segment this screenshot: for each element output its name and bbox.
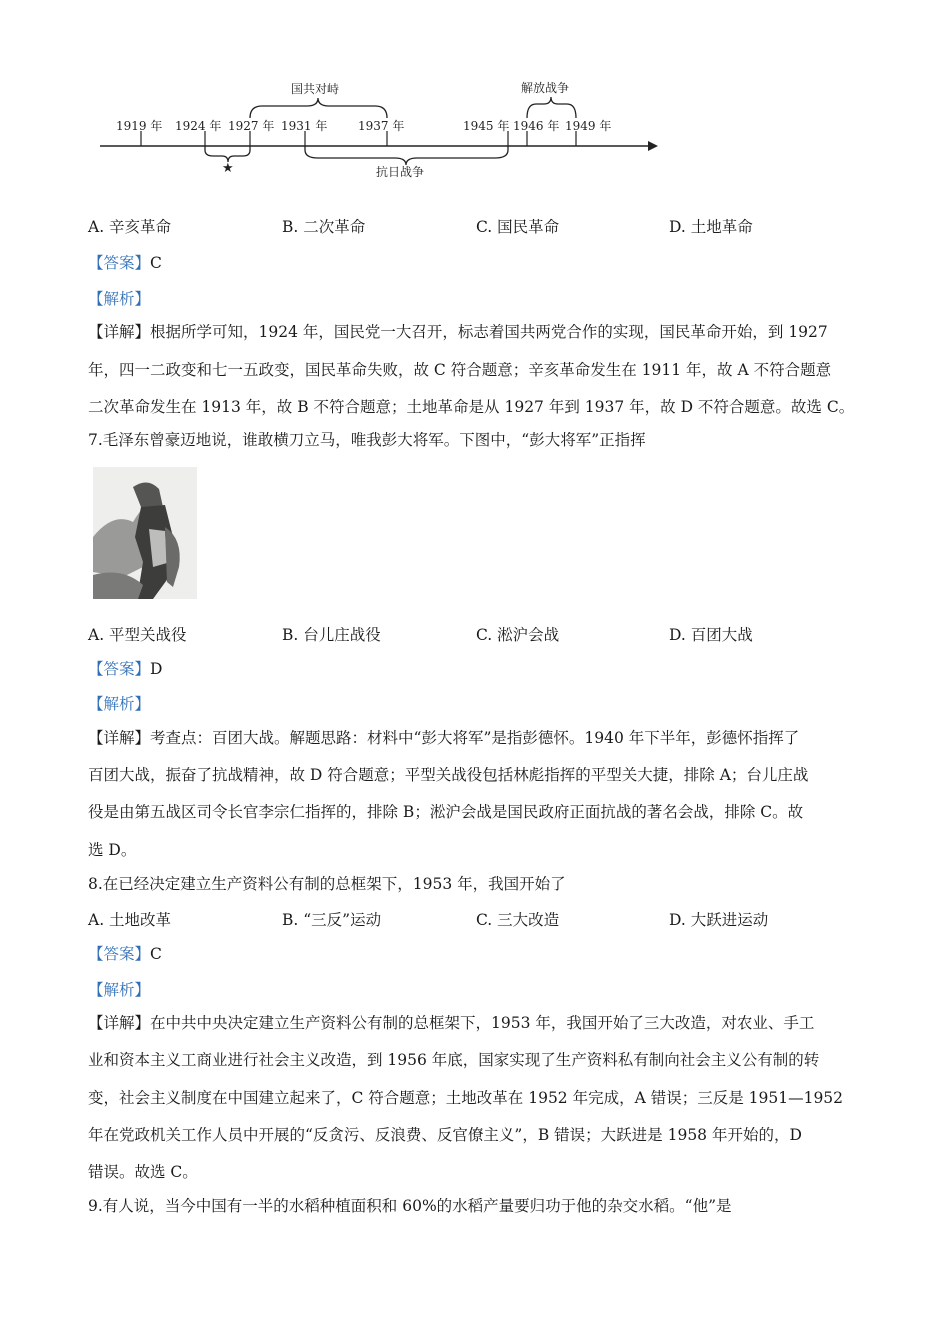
q8-option-a: A. 土地改革 xyxy=(88,911,172,929)
q7-option-b: B. 台儿庄战役 xyxy=(282,626,381,644)
q8-option-b: B. “三反”运动 xyxy=(282,911,382,929)
q7-detail-line-2: 百团大战，振奋了抗战精神，故 D 符合题意；平型关战役包括林彪指挥的平型关大捷，排除 A；台儿庄战 xyxy=(88,766,809,784)
timeline-year-1927: 1927 年 xyxy=(228,119,275,133)
q7-detail-line-1 xyxy=(88,728,799,748)
q7-stem: 7.毛泽东曾豪迈地说，谁敢横刀立马，唯我彭大将军。下图中，“彭大将军”正指挥 xyxy=(88,431,646,449)
timeline-year-1946: 1946 年 xyxy=(513,119,560,133)
q6-detail-line-1 xyxy=(88,322,828,342)
timeline-label-kmt-cpc-confrontation: 国共对峙 xyxy=(291,82,340,96)
detail-tag: 【详解】 xyxy=(88,729,151,747)
q8-option-c: C. 三大改造 xyxy=(476,911,560,929)
q7-analysis-tag: 【解析】 xyxy=(88,695,151,713)
q6-option-b: B. 二次革命 xyxy=(282,218,366,236)
q7-answer xyxy=(88,659,162,679)
q7-option-a: A. 平型关战役 xyxy=(88,626,187,644)
timeline-year-1937: 1937 年 xyxy=(358,119,405,133)
timeline-year-1919: 1919 年 xyxy=(116,119,163,133)
q6-answer xyxy=(88,253,162,273)
answer-value: C xyxy=(150,945,162,963)
photo-image xyxy=(93,467,197,599)
q6-option-a: A. 辛亥革命 xyxy=(88,218,172,236)
answer-tag: 【答案】 xyxy=(88,660,151,678)
answer-tag: 【答案】 xyxy=(88,945,151,963)
q8-option-d: D. 大跃进运动 xyxy=(669,911,769,929)
timeline-year-1924: 1924 年 xyxy=(175,119,222,133)
timeline-year-1931: 1931 年 xyxy=(281,119,328,133)
q8-detail-line-5: 错误。故选 C。 xyxy=(88,1163,198,1181)
answer-value: C xyxy=(150,254,162,272)
q7-detail-line-3: 役是由第五战区司令长官李宗仁指挥的，排除 B；淞沪会战是国民政府正面抗战的著名会战，排除 C。故 xyxy=(88,803,804,821)
q6-detail-line-3: 二次革命发生在 1913 年，故 B 不符合题意；土地革命是从 1927 年到 1937 年，故 D 不符合题意。故选 C。 xyxy=(88,398,855,416)
answer-tag: 【答案】 xyxy=(88,254,151,272)
q8-detail-line-3: 变，社会主义制度在中国建立起来了，C 符合题意；土地改革在 1952 年完成，A 错误；三反是 1951—1952 xyxy=(88,1089,844,1107)
q6-option-c: C. 国民革命 xyxy=(476,218,560,236)
timeline-label-liberation-war: 解放战争 xyxy=(521,81,570,95)
q6-detail-line-2: 年，四一二政变和七一五政变，国民革命失败，故 C 符合题意；辛亥革命发生在 1911 年，故 A 不符合题意 xyxy=(88,361,832,379)
q7-option-d: D. 百团大战 xyxy=(669,626,753,644)
timeline-year-1945: 1945 年 xyxy=(463,119,510,133)
star-icon: ★ xyxy=(222,161,234,176)
detail-tag: 【详解】 xyxy=(88,323,151,341)
q8-detail-line-2: 业和资本主义工商业进行社会主义改造，到 1956 年底，国家实现了生产资料私有制向社会主义公有制的转 xyxy=(88,1051,820,1069)
q7-detail-line-4: 选 D。 xyxy=(88,841,137,859)
timeline-lines xyxy=(0,0,950,200)
q8-detail-line-4: 年在党政机关工作人员中开展的“反贪污、反浪费、反官僚主义”，B 错误；大跃进是 1958 年开始的，D xyxy=(88,1126,802,1144)
q6-analysis-tag: 【解析】 xyxy=(88,290,151,308)
detail-text: 在中共中央决定建立生产资料公有制的总框架下，1953 年，我国开始了三大改造，对农业、手工 xyxy=(150,1014,815,1032)
timeline-diagram xyxy=(0,0,950,200)
detail-text: 考查点：百团大战。解题思路：材料中“彭大将军”是指彭德怀。1940 年下半年，彭德怀指挥了 xyxy=(150,729,800,747)
q8-stem: 8.在已经决定建立生产资料公有制的总框架下，1953 年，我国开始了 xyxy=(88,875,566,893)
q9-stem: 9.有人说，当今中国有一半的水稻种植面积和 60%的水稻产量要归功于他的杂交水稻。“他”是 xyxy=(88,1197,732,1215)
timeline-label-anti-japanese-war: 抗日战争 xyxy=(376,165,425,179)
answer-value: D xyxy=(150,660,163,678)
q6-option-d: D. 土地革命 xyxy=(669,218,753,236)
detail-text: 根据所学可知，1924 年，国民党一大召开，标志着国共两党合作的实现，国民革命开始，到 1927 xyxy=(150,323,828,341)
q7-option-c: C. 淞沪会战 xyxy=(476,626,560,644)
q8-analysis-tag: 【解析】 xyxy=(88,981,151,999)
timeline-year-1949: 1949 年 xyxy=(565,119,612,133)
q8-detail-line-1 xyxy=(88,1013,814,1033)
q8-answer xyxy=(88,944,162,964)
q7-photo xyxy=(93,467,197,599)
detail-tag: 【详解】 xyxy=(88,1014,151,1032)
